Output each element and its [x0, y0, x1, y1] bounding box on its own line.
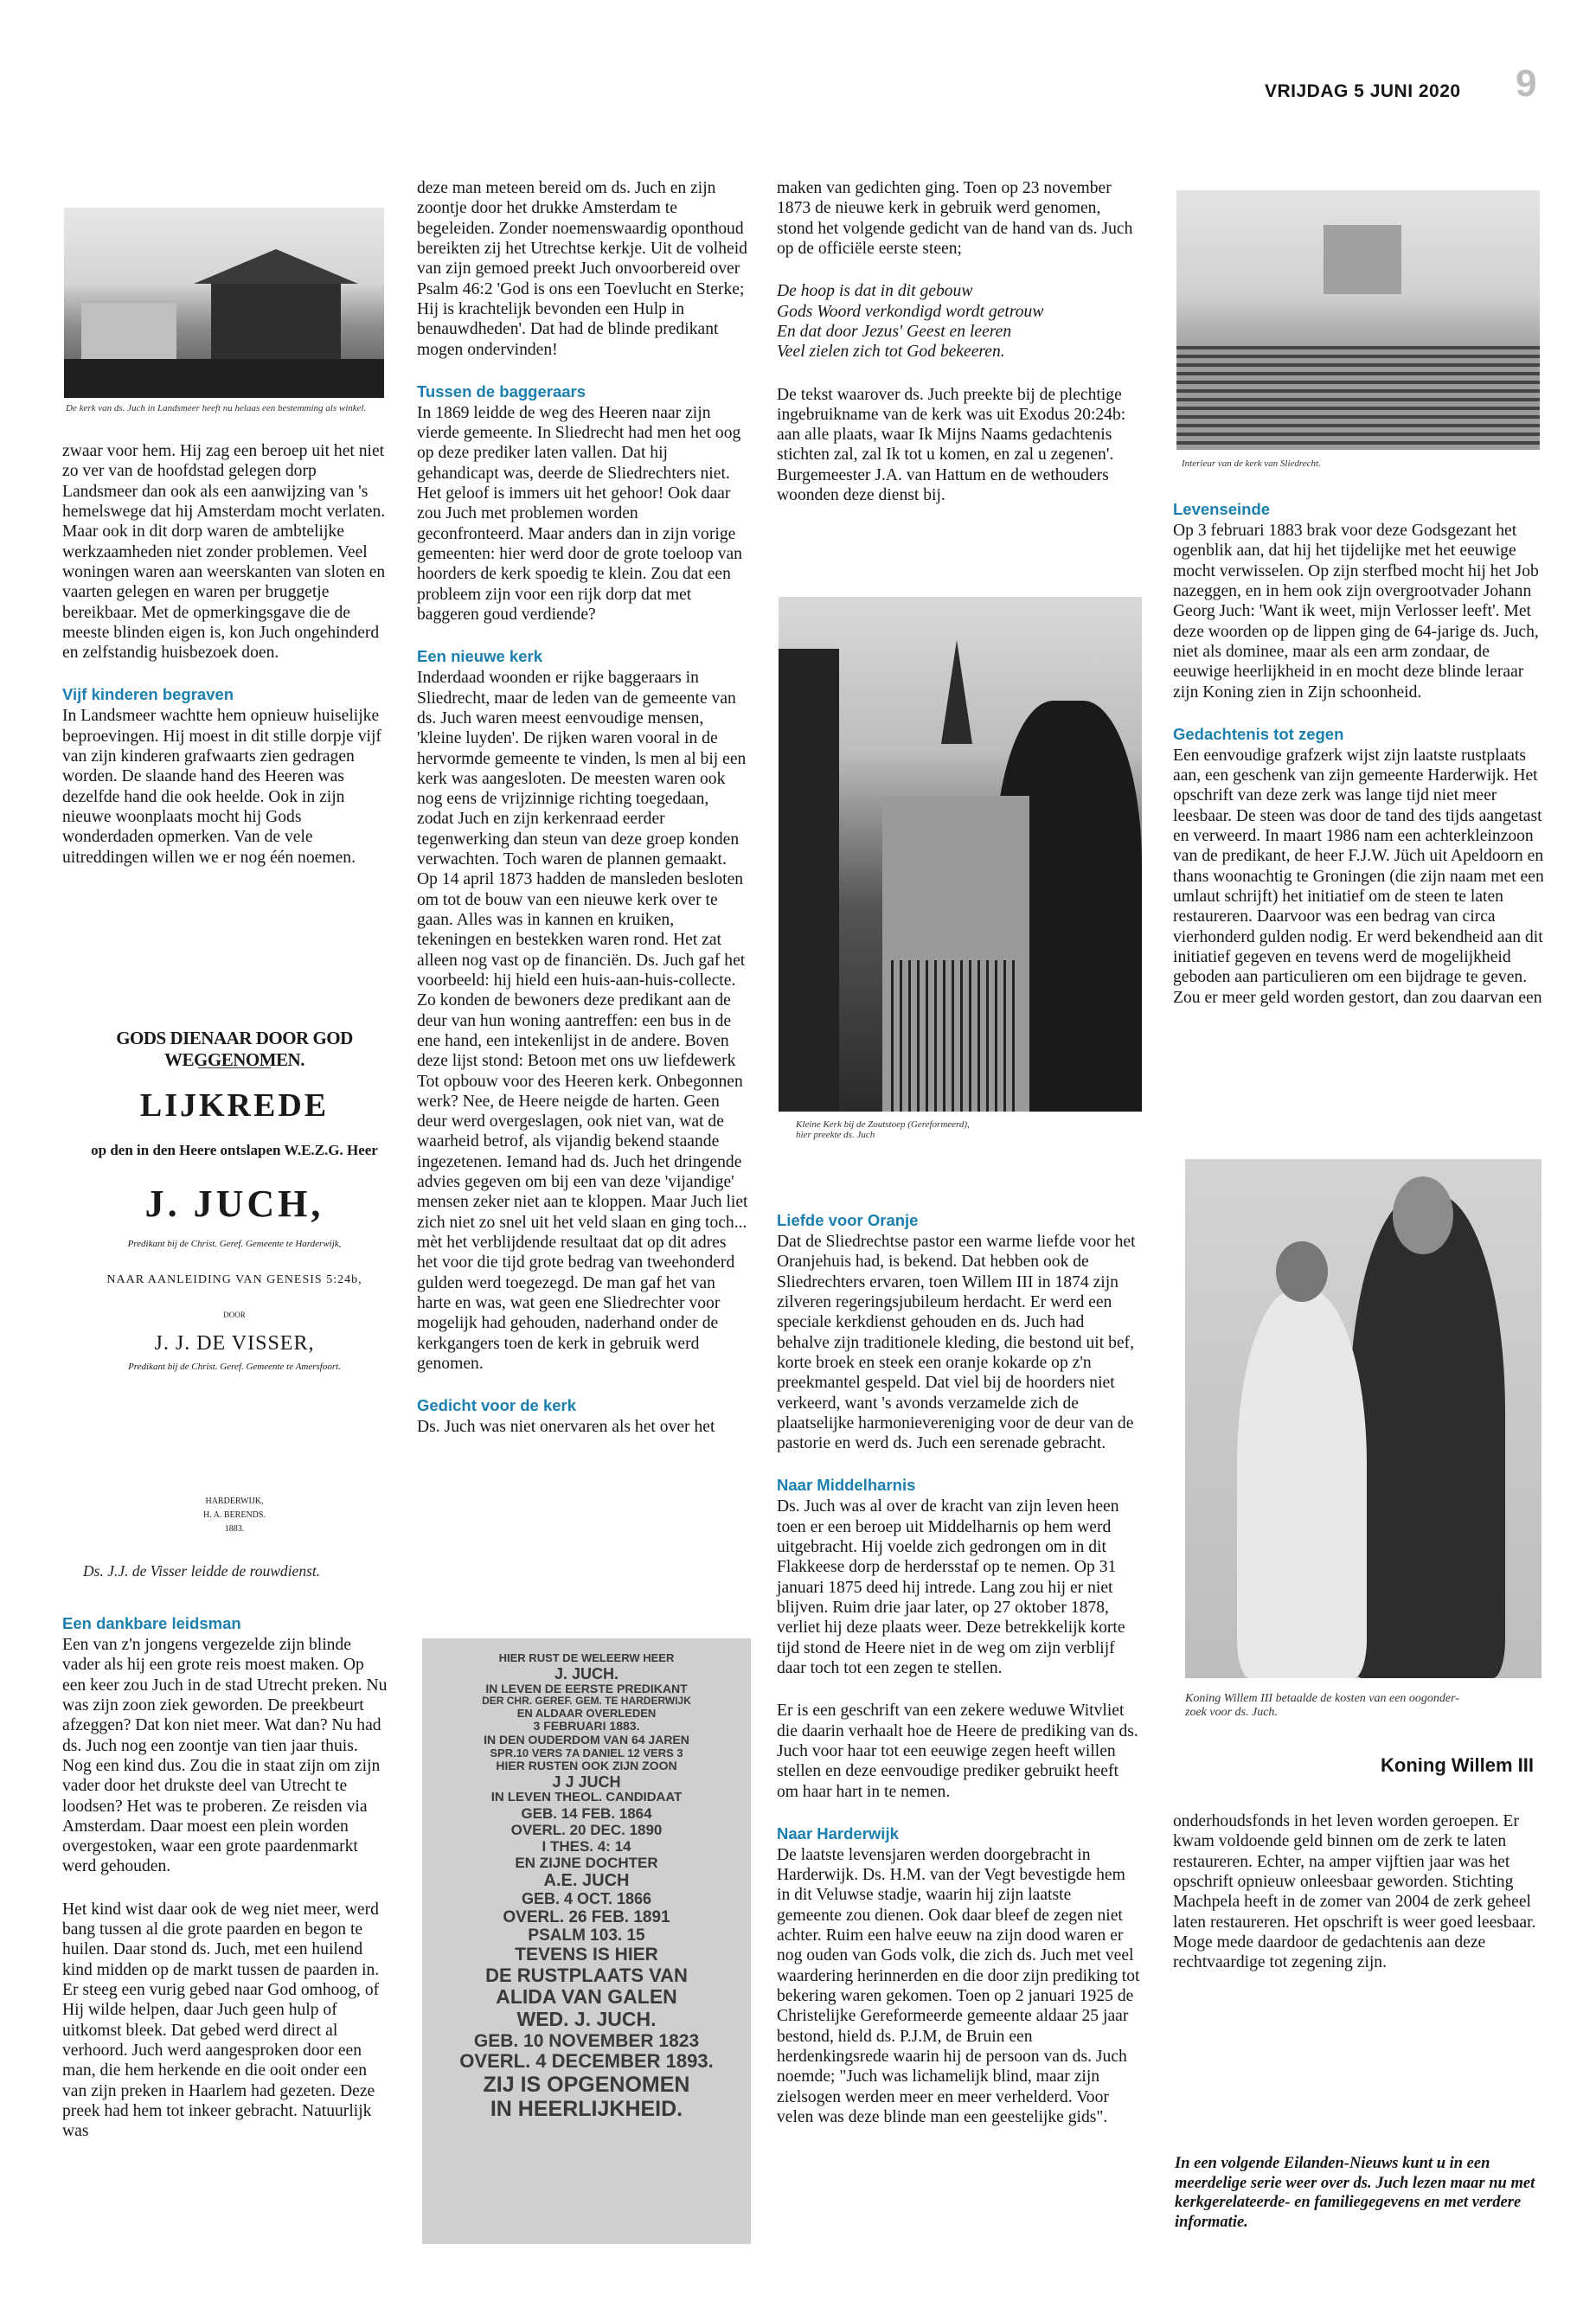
kleine-kerk-caption: [796, 1119, 1125, 1140]
paragraph: In Landsmeer wachtte hem opnieuw huiselijke beproevingen. Hij moest in dit stille dorpje vijf van zijn kinderen grafwaarts zien gedragen worden. De slaande hand des Heeren was dezelfde hand die ook heelde. Ook in zijn nieuwe woonplaats mocht hij Gods wonderdaden opmerken. Van de vele uitreddingen willen we er nog één noemen.: [62, 707, 381, 867]
paragraph: Ds. Juch was al over de kracht van zijn leven heen toen er een beroep uit Middelharnis op hem werd uitgebracht. Hij voelde zich gedrongen om in dit Flakkeese dorp de herdersstaf op te nemen. Op 31 januari 1875 deed hij intrede. Lang zou hij er niet blijven. Ruim drie jaar later, op 27 oktober 1878, verliet hij deze plaats weer. Deze betrekkelijk korte tijd stond de Heere niet in de weg om zijn verblijf daar toch tot een zegen te stellen.: [777, 1497, 1125, 1677]
lijkrede-line: Predikant bij de Christ. Geref. Gemeente te Amersfoort.: [128, 1362, 341, 1372]
lijkrede-line: GODS DIENAAR DOOR GOD WEGGENOMEN.: [116, 1028, 353, 1070]
paragraph: De tekst waarover ds. Juch preekte bij de plechtige ingebruikname van de kerk was uit Exodus 20:24b: aan alle plaats, waar Ik Mijns Naams gedachtenis stichten zal, zal Ik tot u komen, en zal u zegenen'. Burgemeester J.A. van Hattum en de wethouders woonden deze dienst bij.: [777, 385, 1126, 505]
landsmeer-church-photo: [64, 208, 384, 398]
caption-line: hier preekte ds. Juch: [796, 1130, 875, 1140]
lijkrede-caption: Ds. J.J. de Visser leidde de rouwdienst.: [83, 1562, 321, 1580]
paragraph: In 1869 leidde de weg des Heeren naar zijn vierde gemeente. In Sliedrecht had men het oog op deze prediker laten vallen. Dat hij gehandicapt was, deerde de Sliedrechters niet. Het geloof is immers uit het gehoor! Ook daar zou Juch met problemen worden geconfronteerd. Maar anders dan in zijn vorige gemeenten: hier werd door de grote toeloop van hoorders de kerk spoedig te klein. Zou dat een probleem zijn voor een rijk dorp dat met baggeren goud verdiende?: [417, 403, 742, 624]
king-willem-photo: [1185, 1159, 1542, 1678]
subheading: Levenseinde: [1173, 500, 1271, 518]
paragraph: Inderdaad woonden er rijke baggeraars in Sliedrecht, maar de leden van de gemeente van ds. Juch waren meest eenvoudige mensen, 'kleine luyden'. De rijken waren vooral in de hervormde gemeente te vinden, ls men al bij een kerk was aangesloten. De meesten waren ook nog eens de vrijzinnige richting toegedaan, zodat Juch en zijn kerkenraad eerder tegenwerking dan steun van deze groep konden verwachten. Toch waren de plannen gemaakt. Op 14 april 1873 hadden de mansleden besloten om tot de bouw van een nieuwe kerk over te gaan. Alles was in kannen en kruiken, tekeningen en bestekken waren rond. Het zat alleen nog vast op de financiën. Ds. Juch gaf het voorbeeld: hij hield een huis-aan-huis-collecte. Zo konden de bewoners deze predikant aan de deur van hun woning aantreffen: een bus in de ene hand, een intekenlijst in de andere. Boven deze lijst stond: Betoon met ons uw liefdewerk Tot opbouw voor des Heeren kerk. Onbegonnen werk? Nee, de Heere neigde de harten. Geen deur werd overgeslagen, ook niet van, wat de waarheid betrof, als vijandig bekend staande ingezetenen. Iemand had ds. Juch het dringende advies gegeven om bij een van deze 'vijandige' mensen zeker niet aan te kloppen. Maar Juch liet zich niet zo snel uit het veld slaan en ging toch... mèt het verblijdende resultaat dat op dit adres het voor die tijd grote bedrag van tweehonderd gulden werd toegezegd. De man gaf het van harte en was, wat geen ene Sliedrechter voor mogelijk had gehouden, naderhand onder de kerkgangers toen de kerk in gebruik werd genomen.: [417, 669, 748, 1373]
gravestone-line: J J JUCH: [552, 1772, 621, 1791]
gravestone-line: PSALM 103. 15: [528, 1926, 645, 1945]
poem-line: De hoop is dat in dit gebouw: [777, 282, 973, 301]
poem-line: Gods Woord verkondigd wordt getrouw: [777, 302, 1044, 321]
paragraph: Dat de Sliedrechtse pastor een warme liefde voor het Oranjehuis had, is bekend. Dat hebben ook de Sliedrechters ervaren, toen Willem III in 1874 zijn zilveren regeringsjubileum herdacht. Er werd een speciale kerkdienst gehouden en ds. Juch had behalve zijn traditionele kleding, die bestond uit bef, korte broek en steek een oranje kokarde op z'n preekmantel gespeld. Dat viel bij de hoorders niet verkeerd, want 's avonds verzamelde zich de plaatselijke harmonievereniging voor de deur van de pastorie en werd ds. Juch een serenade gebracht.: [777, 1233, 1136, 1453]
gravestone-line: A.E. JUCH: [543, 1871, 630, 1890]
paragraph: Een van z'n jongens vergezelde zijn blinde vader als hij een grote reis moest maken. Op een keer zou Juch in de stad Utrecht preken. Nu was zijn zoon ziek geworden. De preekbeurt afzeggen? Dat kon niet meer. Wat dan? Nu had ds. Juch nog een zoontje van tien jaar thuis. Nog een kind dus. Zou die in staat zijn om zijn vader door het drukste deel van Utrecht te loodsen? Het was te proberen. Ze reisden via Amsterdam. Daar moest een plein worden overgestoken, waar een grote paardenmarkt werd gehouden.: [62, 1636, 388, 1876]
lijkrede-line: DOOR: [223, 1311, 246, 1319]
gravestone-line: HIER RUSTEN OOK ZIJN ZOON: [496, 1759, 677, 1773]
gravestone-line: DER CHR. GEREF. GEM. TE HARDERWIJK: [482, 1695, 691, 1708]
subheading: Tussen de baggeraars: [417, 381, 586, 401]
kleine-kerk-photo: [779, 597, 1142, 1112]
gravestone-line: EN ALDAAR OVERLEDEN: [516, 1706, 657, 1720]
paragraph: Ds. Juch was niet onervaren als het over het: [417, 1418, 715, 1437]
paragraph: Op 3 februari 1883 brak voor deze Godsgezant het ogenblik aan, dat hij het tijdelijke met het eeuwige mocht verwisselen. Op zijn sterfbed mocht hij het Job nazeggen, en in hem ook zijn overgrootvader Johann Georg Juch: 'Want ik weet, mijn Verlosser leeft'. Met deze woorden op de lippen ging de 64-jarige ds. Juch, niet als dominee, maar als een arm zondaar, de eeuwige heerlijkheid in en mocht deze blinde leraar zijn Koning zien in Zijn schoonheid.: [1173, 522, 1539, 702]
subheading: Gedicht voor de kerk: [417, 1396, 577, 1415]
gravestone-line: IN DEN OUDERDOM VAN 64 JAREN: [484, 1733, 689, 1747]
column-2: [417, 178, 749, 1438]
paragraph: Het kind wist daar ook de weg niet meer, werd bang tussen al die grote paarden en begon te huilen. Daar stond ds. Juch, met een huilend kind midden op de markt tussen de paarden in. Er steeg een vurig gebed naar God omhoog, of Hij wilde helpen, daar Juch geen hulp of uitkomst bleek. Dat gebed werd direct al verhoord. Juch werd aangesproken door een man, die hem herkende en die ooit onder een van zijn preken in Haarlem had gezeten. Deze preek had hem tot inkeer gebracht. Natuurlijk was: [62, 1900, 380, 2141]
column-3: [777, 178, 1138, 505]
lijkrede-line: HARDERWIJK,: [205, 1497, 264, 1506]
gravestone-line: WED. J. JUCH.: [516, 2007, 657, 2030]
gravestone-line: OVERL. 20 DEC. 1890: [510, 1821, 663, 1838]
caption-line: zoek voor ds. Juch.: [1185, 1706, 1278, 1719]
lijkrede-line: LIJKREDE: [139, 1087, 330, 1124]
gravestone-line: OVERL. 26 FEB. 1891: [503, 1907, 670, 1926]
interior-caption: Interieur van de kerk van Sliedrecht.: [1182, 458, 1321, 469]
gravestone-line: DE RUSTPLAATS VAN: [485, 1964, 688, 1986]
poem-line: En dat door Jezus' Geest en leeren: [777, 322, 1012, 341]
column-3-continued: [777, 1211, 1140, 2127]
lijkrede-line: 1883.: [224, 1524, 245, 1534]
column-4: [1173, 500, 1545, 1008]
subheading: Liefde voor Oranje: [777, 1211, 919, 1229]
gravestone-line: GEB. 14 FEB. 1864: [521, 1804, 652, 1822]
gravestone-line: 3 FEBRUARI 1883.: [533, 1719, 640, 1734]
lijkrede-line: H. A. BERENDS.: [203, 1510, 266, 1520]
paragraph: Een eenvoudige grafzerk wijst zijn laatste rustplaats aan, een geschenk van zijn gemeente Harderwijk. Het opschrift van deze zerk was lange tijd niet meer leesbaar. De steen was door de tand des tijds aangetast en verweerd. In maart 1986 nam een achterkleinzoon van de predikant, de heer F.J.W. Jüch uit Apeldoorn en thans woonachtig te Groningen (die zijn naam met een umlaut schrijft) het initiatief om de steen te laten restaureren. Daarvoor was een bedrag van circa vierhonderd gulden nodig. Er werd bekendheid aan dit initiatief gegeven en tevens werd de mogelijkheid geboden aan particulieren om een bijdrage te geven. Zou er meer geld worden gestort, dan zou daarvan een: [1173, 746, 1544, 1007]
gravestone-line: I THES. 4: 14: [542, 1837, 631, 1855]
gravestone-line: ZIJ IS OPGENOMEN: [483, 2072, 690, 2097]
lijkrede-title-page: [90, 1012, 379, 1538]
gravestone-line: IN HEERLIJKHEID.: [490, 2096, 683, 2121]
king-label: Koning Willem III: [1381, 1754, 1535, 1776]
gravestone-line: GEB. 4 OCT. 1866: [521, 1890, 652, 1908]
subheading: Een dankbare leidsman: [62, 1614, 241, 1632]
subheading: Naar Middelharnis: [777, 1476, 916, 1495]
caption-line: Kleine Kerk bij de Zoutstoep (Gereformeerd),: [796, 1119, 970, 1130]
gravestone-line: GEB. 10 NOVEMBER 1823: [473, 2030, 700, 2051]
king-caption: [1185, 1692, 1548, 1720]
subheading: Vijf kinderen begraven: [62, 685, 234, 704]
page-number: 9: [1516, 62, 1537, 105]
gravestone-line: J. JUCH.: [554, 1664, 619, 1682]
subheading: Naar Harderwijk: [777, 1823, 899, 1843]
gravestone-line: EN ZIJNE DOCHTER: [515, 1854, 658, 1871]
gravestone-line: IN LEVEN DE EERSTE PREDIKANT: [485, 1681, 688, 1695]
issue-date: VRIJDAG 5 JUNI 2020: [1265, 81, 1461, 101]
interior-photo: [1176, 190, 1540, 450]
column-4-continued: [1173, 1811, 1545, 1973]
poem-line: Veel zielen zich tot God bekeeren.: [777, 343, 1005, 362]
gravestone-photo: [422, 1638, 751, 2244]
gravestone-line: IN LEVEN THEOL. CANDIDAAT: [490, 1790, 683, 1805]
lijkrede-line: J. JUCH,: [144, 1183, 324, 1225]
lijkrede-line: NAAR AANLEIDING VAN GENESIS 5:24b,: [106, 1273, 362, 1286]
lijkrede-line: J. J. DE VISSER,: [154, 1332, 315, 1355]
gravestone-line: HIER RUST DE WELEERW HEER: [498, 1651, 675, 1664]
lijkrede-line: op den in den Heere ontslapen W.E.Z.G. Heer: [91, 1142, 378, 1158]
paragraph: maken van gedichten ging. Toen op 23 november 1873 de nieuwe kerk in gebruik werd genomen, stond het volgende gedicht van de hand van ds. Juch op de officiële eerste steen;: [777, 179, 1133, 258]
subheading: Een nieuwe kerk: [417, 647, 542, 666]
paragraph: Er is een geschrift van een zekere weduwe Witvliet die daarin verhaalt hoe de Heere de prediking van ds. Juch voor haar tot een eeuwige zegen heeft willen stellen en deze eenvoudige prediker gebruikt heeft om haar hart in te nemen.: [777, 1702, 1138, 1801]
column-1: [62, 441, 389, 868]
poem: [777, 281, 1138, 362]
paragraph: De laatste levensjaren werden doorgebracht in Harderwijk. Ds. H.M. van der Vegt bevestigde hem in dit Veluwse stadje, waarin hij zijn laatste gemeente zou dienen. Ook daar bleef de zegen niet achter. Ruim een halve eeuw na zijn dood waren er nog ouden van Gods volk, die zich ds. Juch met veel waardering herinnerden en die door zijn prediking tot bekering waren gekomen. Toen op 2 januari 1925 de Christelijke Gereformeerde gemeente aldaar 25 jaar bestond, hield ds. P.J.M, de Bruin een herdenkingsrede waarin hij de persoon van ds. Juch noemde; "Juch was lichamelijk blind, maar zijn zielsogen werden meer en meer verhelderd. Voor velen was deze blinde man een geestelijke gids".: [777, 1845, 1140, 2126]
paragraph: zwaar voor hem. Hij zag een beroep uit het niet zo ver van de hoofdstad gelegen dorp Landsmeer dan ook als een aanwijzing van 's hemelswege dat hij Amsterdam mocht verlaten. Maar ook in dit dorp waren de ambtelijke werkzaamheden niet zonder problemen. Veel woningen waren aan weerskanten van sloten en vaarten gelegen en waren per bruggetje bereikbaar. Met de opmerkingsgave die de meeste blinden eigen is, kon Juch ongehinderd en zelfstandig huisbezoek doen.: [62, 442, 386, 663]
gravestone-line: OVERL. 4 DECEMBER 1893.: [459, 2050, 714, 2073]
lijkrede-line: Predikant bij de Christ. Geref. Gemeente te Harderwijk,: [127, 1239, 342, 1249]
gravestone-line: ALIDA VAN GALEN: [496, 1985, 677, 2009]
series-note: In een volgende Eilanden-Nieuws kunt u in een meerdelige serie weer over ds. Juch lezen maar nu met kerkgerelateerde- en familiegegevens en met verdere informatie.: [1175, 2155, 1535, 2231]
column-1-continued: [62, 1614, 389, 2142]
gravestone-line: TEVENS IS HIER: [515, 1945, 658, 1965]
paragraph: onderhoudsfonds in het leven worden geroepen. Er kwam voldoende geld binnen om de zerk te laten restaureren. Echter, na amper vijftien jaar was het opschrift opnieuw onleesbaar geworden. Stichting Machpela heeft in de zomer van 2004 de zerk geheel laten restaureren. Het opschrift is weer goed leesbaar. Moge mede daardoor de gedachtenis aan deze rechtvaardige tot zegening zijn.: [1173, 1812, 1536, 1972]
caption-line: Koning Willem III betaalde de kosten van een oogonder-: [1185, 1692, 1459, 1705]
paragraph: deze man meteen bereid om ds. Juch en zijn zoontje door het drukke Amsterdam te begeleiden. Zonder noemenswaardig oponthoud bereikten zij het Utrechtse kerkje. Uit de volheid van zijn gemoed preekt Juch onvoorbereid over Psalm 46:2 'God is ons een Toevlucht en Sterke; Hij is krachtelijk bevonden een Hulp in benauwdheden'. Dat had de blinde predikant mogen ondervinden!: [417, 179, 747, 359]
landsmeer-photo-caption: De kerk van ds. Juch in Landsmeer heeft nu helaas een bestemming als winkel.: [66, 403, 367, 413]
gravestone-line: SPR.10 VERS 7A DANIEL 12 VERS 3: [490, 1746, 683, 1759]
subheading: Gedachtenis tot zegen: [1173, 724, 1344, 743]
